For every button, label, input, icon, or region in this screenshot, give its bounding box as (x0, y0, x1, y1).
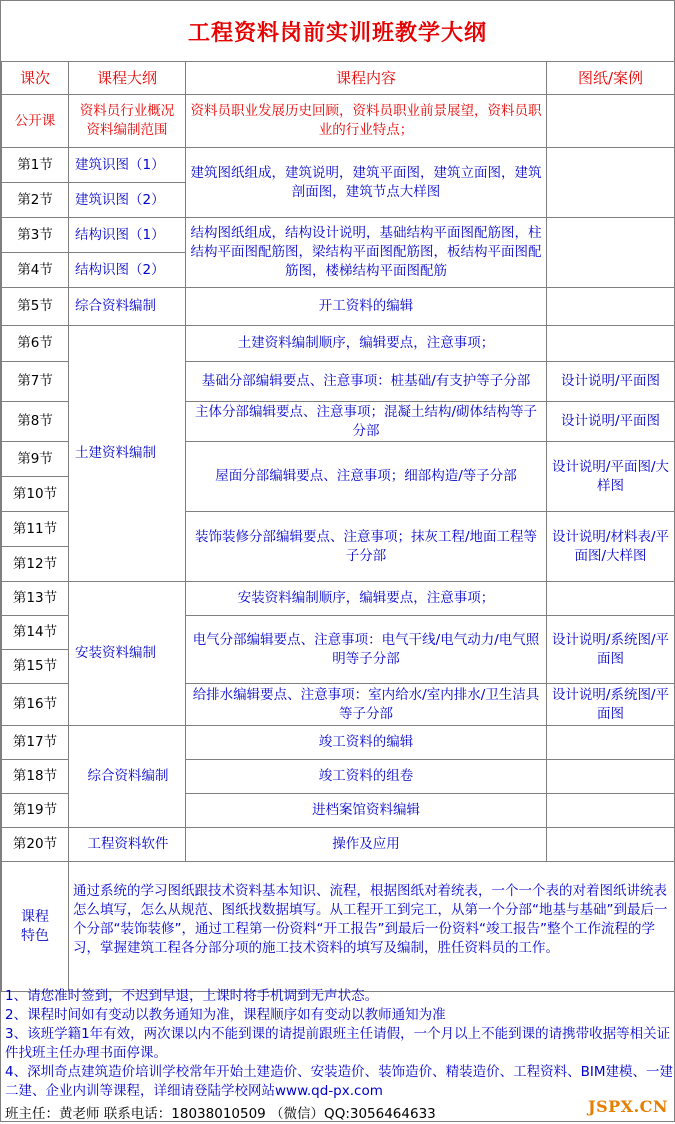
content-cell: 土建资料编制顺序，编辑要点，注意事项； (186, 326, 547, 362)
content-cell: 开工资料的编辑 (186, 288, 547, 326)
header-content: 课程内容 (186, 62, 547, 95)
drawing-cell (547, 148, 675, 218)
outline-cell: 综合资料编制 (69, 288, 186, 326)
drawing-cell: 设计说明/平面图 (547, 402, 675, 442)
drawing-cell (547, 218, 675, 288)
table-row (2, 95, 675, 148)
content-cell: 竣工资料的组卷 (186, 760, 547, 794)
header-lesson: 课次 (2, 62, 69, 95)
content-cell: 电气分部编辑要点、注意事项：电气干线/电气动力/电气照明等子分部 (186, 616, 547, 684)
lesson-cell: 第13节 (2, 582, 69, 616)
lesson-cell: 第5节 (2, 288, 69, 326)
features-label-text: 课程特色 (20, 908, 49, 944)
content-cell: 操作及应用 (186, 828, 547, 862)
content-cell: 资料员职业发展历史回顾，资料员职业前景展望，资料员职业的行业特点； (186, 95, 547, 148)
table-row (2, 828, 675, 862)
drawing-cell (547, 95, 675, 148)
header-drawing: 图纸/案例 (547, 62, 675, 95)
content-cell: 基础分部编辑要点、注意事项：桩基础/有支护等子分部 (186, 362, 547, 402)
note-item: 4、深圳奇点建筑造价培训学校常年开始土建造价、安装造价、装饰造价、精装造价、工程资料、BIM建模、一建二建、企业内训等课程，详细请登陆学校网站www.qd-px.com (5, 1064, 673, 1099)
lesson-cell: 第18节 (2, 760, 69, 794)
note-item: 2、课程时间如有变动以教务通知为准，课程顺序如有变动以教师通知为准 (5, 1007, 446, 1023)
content-cell: 给排水编辑要点、注意事项：室内给水/室内排水/卫生洁具等子分部 (186, 684, 547, 726)
drawing-cell: 设计说明/系统图/平面图 (547, 616, 675, 684)
features-body: 通过系统的学习图纸跟技术资料基本知识、流程，根据图纸对着统表，一个一个表的对着图纸讲统表怎么填写，怎么从规范、图纸找数据填写。从工程开工到完工，从第一个分部“地基与基础”到最后一个分部“装饰装修”，通过工程第一份资料“开工报告”到最后一份资料“竣工报告”整个工作流程的学习，掌握建筑工程各分部分项的施工技术资料的填写及编制，胜任资料员的工作。 (73, 883, 668, 956)
content-cell: 安装资料编制顺序，编辑要点，注意事项； (186, 582, 547, 616)
lesson-cell: 第1节 (2, 148, 69, 183)
content-cell: 进档案馆资料编辑 (186, 794, 547, 828)
outline-cell: 安装资料编制 (69, 582, 186, 726)
drawing-cell: 设计说明/平面图/大样图 (547, 442, 675, 512)
content-cell: 装饰装修分部编辑要点、注意事项；抹灰工程/地面工程等子分部 (186, 512, 547, 582)
lesson-cell: 公开课 (2, 95, 69, 148)
lesson-cell: 第6节 (2, 326, 69, 362)
content-cell: 主体分部编辑要点、注意事项；混凝土结构/砌体结构等子分部 (186, 402, 547, 442)
lesson-cell: 第12节 (2, 547, 69, 582)
drawing-cell (547, 326, 675, 362)
notes-section (1, 987, 674, 1123)
drawing-cell (547, 828, 675, 862)
outline-cell: 结构识图（1） (69, 218, 186, 253)
header-outline: 课程大纲 (69, 62, 186, 95)
drawing-cell (547, 288, 675, 326)
drawing-cell (547, 760, 675, 794)
table-row (2, 582, 675, 616)
syllabus-table (1, 61, 675, 992)
drawing-cell: 设计说明/系统图/平面图 (547, 684, 675, 726)
lesson-cell: 第8节 (2, 402, 69, 442)
features-row (2, 862, 675, 992)
drawing-cell (547, 794, 675, 828)
outline-cell: 资料员行业概况 资料编制范围 (69, 95, 186, 148)
note-item: 1、请您准时签到，不迟到早退，上课时将手机调到无声状态。 (5, 988, 379, 1004)
outline-cell: 综合资料编制 (69, 726, 186, 828)
lesson-cell: 第16节 (2, 684, 69, 726)
watermark: JSPX.CN (588, 1097, 668, 1116)
table-header-row (2, 62, 675, 95)
content-cell: 竣工资料的编辑 (186, 726, 547, 760)
contact-line: 班主任：黄老师 联系电话：18038010509 （微信）QQ:3056464633 (5, 1106, 436, 1122)
table-row (2, 218, 675, 253)
content-cell: 屋面分部编辑要点、注意事项；细部构造/等子分部 (186, 442, 547, 512)
drawing-cell (547, 582, 675, 616)
features-text (69, 862, 675, 992)
outline-cell: 工程资料软件 (69, 828, 186, 862)
drawing-cell: 设计说明/材料表/平面图/大样图 (547, 512, 675, 582)
table-row (2, 326, 675, 362)
lesson-cell: 第7节 (2, 362, 69, 402)
lesson-cell: 第20节 (2, 828, 69, 862)
lesson-cell: 第9节 (2, 442, 69, 477)
lesson-cell: 第19节 (2, 794, 69, 828)
lesson-cell: 第2节 (2, 183, 69, 218)
lesson-cell: 第15节 (2, 650, 69, 684)
lesson-cell: 第17节 (2, 726, 69, 760)
note-item: 3、该班学籍1年有效，两次课以内不能到课的请提前跟班主任请假，一个月以上不能到课的请携带收据等相关证件找班主任办理书面停课。 (5, 1026, 671, 1061)
drawing-cell (547, 726, 675, 760)
lesson-cell: 第4节 (2, 253, 69, 288)
outline-cell: 建筑识图（1） (69, 148, 186, 183)
outline-cell: 土建资料编制 (69, 326, 186, 582)
lesson-cell: 第11节 (2, 512, 69, 547)
lesson-cell: 第3节 (2, 218, 69, 253)
drawing-cell: 设计说明/平面图 (547, 362, 675, 402)
outline-cell: 建筑识图（2） (69, 183, 186, 218)
lesson-cell: 第14节 (2, 616, 69, 650)
table-row (2, 726, 675, 760)
content-cell: 建筑图纸组成，建筑说明，建筑平面图，建筑立面图，建筑剖面图，建筑节点大样图 (186, 148, 547, 218)
page-title: 工程资料岗前实训班教学大纲 (187, 20, 487, 46)
features-label (2, 862, 69, 992)
table-row (2, 148, 675, 183)
table-row (2, 288, 675, 326)
content-cell: 结构图纸组成，结构设计说明，基础结构平面图配筋图，柱结构平面图配筋图，梁结构平面图配筋图，板结构平面图配筋图，楼梯结构平面图配筋 (186, 218, 547, 288)
lesson-cell: 第10节 (2, 477, 69, 512)
outline-cell: 结构识图（2） (69, 253, 186, 288)
